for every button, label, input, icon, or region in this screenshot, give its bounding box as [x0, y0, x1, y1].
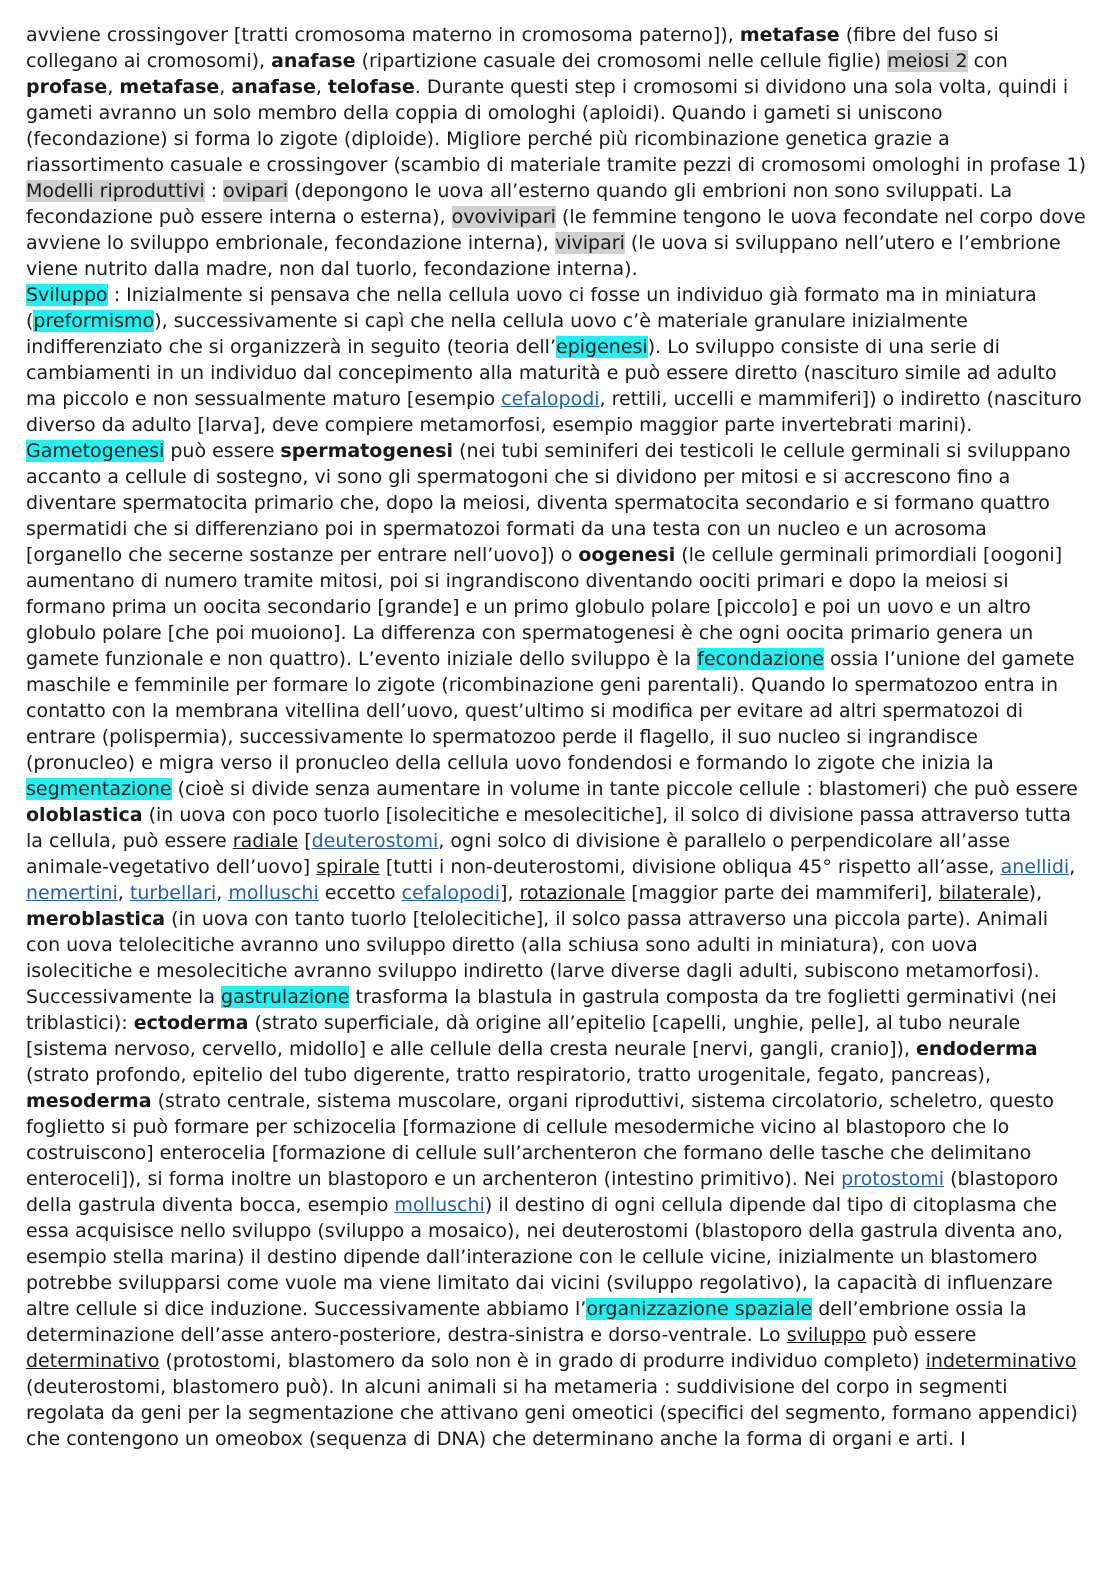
- term-link[interactable]: nemertini: [26, 882, 118, 904]
- text-run: (blastoporo della gastrula diventa bocca, esempio: [26, 1168, 1059, 1216]
- text-run: (protostomi, blastomero da solo non è in grado di produrre individuo completo): [159, 1350, 926, 1372]
- text-run: , rettili, uccelli e mammiferi]) o indiretto (nascituro diverso da adulto [larva], deve compiere metamorfosi, esempio maggior parte invertebrati marini).: [26, 388, 1082, 436]
- text-run: (in uova con tanto tuorlo [telolecitiche], il solco passa attraverso una piccola parte). Animali con uova telolecitiche avranno uno sviluppo diretto (alla schiusa sono adulti in miniatura), con uova isolecitiche e mesolecitiche avranno sviluppo indiretto (larve diverse dagli adulti, subiscono metamorfosi). Successivamente la: [26, 908, 1049, 1008]
- cyan-highlight: fecondazione: [697, 648, 824, 670]
- text-run: ossia l’unione del gamete maschile e femminile per formare lo zigote (ricombinazione geni parentali). Quando lo spermatozoo entra in contatto con la membrana vitellina dell’uovo, quest’ultimo si modifica per evitare ad altri spermatozoi di entrare (polispermia), successivamente lo spermatozoo perde il flagello, il suo nucleo si ingrandisce (pronucleo) e migra verso il pronucleo della cellula uovo fondendosi e formando lo zigote che inizia la: [26, 648, 1075, 774]
- paragraph-meiosi: [26, 22, 1088, 178]
- text-run: ),: [1028, 882, 1043, 904]
- underlined-term: indeterminativo: [925, 1350, 1077, 1372]
- cyan-highlight: Sviluppo: [26, 284, 108, 306]
- text-run: dell’embrione ossia la determinazione dell’asse antero-posteriore, destra-sinistra e dorso-ventrale. Lo: [26, 1298, 1027, 1346]
- cyan-highlight: organizzazione spaziale: [586, 1298, 813, 1320]
- cyan-highlight: preformismo: [33, 310, 155, 332]
- underlined-term: sviluppo: [786, 1324, 867, 1346]
- text-run: ],: [500, 882, 520, 904]
- text-run: (ripartizione casuale dei cromosomi nelle cellule figlie): [355, 50, 888, 72]
- text-run: ) il destino di ogni cellula dipende dal tipo di citoplasma che essa acquisisce nello sviluppo (sviluppo a mosaico), nei deuterostomi (blastoporo della gastrula diventa ano, esempio stella marina) il destino dipende dall’interazione con le cellule vicine, inizialmente un blastomero potrebbe svilupparsi come vuole ma viene limitato dai vicini (sviluppo regolativo), la capacità di influenzare altre cellule si dice induzione. Successivamente abbiamo l’: [26, 1194, 1064, 1320]
- text-run: ,: [117, 882, 130, 904]
- underlined-term: bilaterale: [938, 882, 1029, 904]
- bold-term: oloblastica: [26, 804, 143, 826]
- term-link[interactable]: deuterostomi: [311, 830, 439, 852]
- text-run: ,: [1069, 856, 1076, 878]
- bold-term: endoderma: [916, 1038, 1038, 1060]
- text-run: (in uova con poco tuorlo [isolecitiche e mesolecitiche], il solco di divisione passa attraverso tutta la cellula, può essere: [26, 804, 1072, 852]
- term-link[interactable]: anellidi: [1000, 856, 1070, 878]
- text-run: eccetto: [318, 882, 402, 904]
- gray-highlight: ovipari: [223, 180, 289, 202]
- text-run: [tutti i non-deuterostomi, divisione obliqua 45° rispetto all’asse,: [379, 856, 1001, 878]
- gray-highlight: vivipari: [555, 232, 625, 254]
- bold-term: spermatogenesi: [280, 440, 454, 462]
- underlined-term: radiale: [232, 830, 299, 852]
- gray-highlight: Modelli riproduttivi: [26, 180, 205, 202]
- gray-highlight: meiosi 2: [887, 50, 968, 72]
- cyan-highlight: segmentazione: [26, 778, 172, 800]
- text-run: , ogni solco di divisione è parallelo o perpendicolare all’asse animale-vegetativo dell’uovo]: [26, 830, 1011, 878]
- text-run: avviene crossingover [tratti cromosoma materno in cromosoma paterno]),: [26, 24, 740, 46]
- bold-term: metafase: [739, 24, 840, 46]
- text-run: (depongono le uova all’esterno quando gli embrioni non sono sviluppati. La fecondazione può essere interna o esterna),: [26, 180, 1013, 228]
- text-run: (cioè si divide senza aumentare in volume in tante piccole cellule : blastomeri) che può essere: [171, 778, 1078, 800]
- text-run: [: [298, 830, 312, 852]
- text-run: trasforma la blastula in gastrula composta da tre foglietti germinativi (nei triblastici):: [26, 986, 1057, 1034]
- document-page: [26, 22, 1088, 1452]
- term-link[interactable]: turbellari: [129, 882, 217, 904]
- paragraph-sviluppo: [26, 282, 1088, 1452]
- term-link[interactable]: molluschi: [394, 1194, 485, 1216]
- term-link[interactable]: cefalopodi: [501, 388, 600, 410]
- underlined-term: rotazionale: [519, 882, 626, 904]
- underlined-term: determinativo: [26, 1350, 160, 1372]
- text-run: ,: [315, 76, 328, 98]
- bold-term: profase: [26, 76, 108, 98]
- text-run: (le uova si sviluppano nell’utero e l’embrione viene nutrito dalla madre, non dal tuorlo, fecondazione interna).: [26, 232, 1061, 280]
- bold-term: meroblastica: [26, 908, 166, 930]
- bold-term: telofase: [327, 76, 415, 98]
- cyan-highlight: Gametogenesi: [26, 440, 165, 462]
- bold-term: ectoderma: [133, 1012, 249, 1034]
- bold-term: anafase: [271, 50, 356, 72]
- text-run: (strato centrale, sistema muscolare, organi riproduttivi, sistema circolatorio, scheletro, questo foglietto si può formare per schizocelia [formazione di cellule mesodermiche vicino al blastoporo che lo costruiscono] enterocelia [formazione di cellule sull’archenteron che formano delle tasche che delimitano enteroceli]), si forma inoltre un blastoporo e un archenteron (intestino primitivo). Nei: [26, 1090, 1055, 1190]
- text-run: ). Lo sviluppo consiste di una serie di cambiamenti in un individuo dal concepimento alla maturità e può essere diretto (nascituro simile ad adulto ma piccolo e non sessualmente maturo [esempio: [26, 336, 1057, 410]
- text-run: (nei tubi seminiferi dei testicoli le cellule germinali si sviluppano accanto a cellule di sostegno, vi sono gli spermatogoni che si dividono per mitosi e si accrescono fino a diventare spermatocita primario che, dopo la meiosi, diventa spermatocita secondario e si formano quattro spermatidi che si differenziano poi in spermatozoi formati da una testa con un nucleo e un acrosoma [organello che secerne sostanze per entrare nell’uovo]) o: [26, 440, 1071, 566]
- term-link[interactable]: protostomi: [841, 1168, 945, 1190]
- bold-term: oogenesi: [578, 544, 676, 566]
- text-run: (le cellule germinali primordiali [oogoni] aumentano di numero tramite mitosi, poi si ingrandiscono diventando oociti primari e dopo la meiosi si formano prima un oocita secondario [grande] e un primo globulo polare [piccolo] e poi un uovo e un altro globulo polare [che poi muoiono]. La differenza con spermatogenesi è che ogni oocita primario genera un gamete funzionale e non quattro). L’evento iniziale dello sviluppo è la: [26, 544, 1063, 670]
- cyan-highlight: gastrulazione: [221, 986, 350, 1008]
- text-run: (strato superficiale, dà origine all’epitelio [capelli, unghie, pelle], al tubo neurale [sistema nervoso, cervello, midollo] e alle cellule della cresta neurale [nervi, gangli, cranio]),: [26, 1012, 1021, 1060]
- term-link[interactable]: cefalopodi: [401, 882, 501, 904]
- text-run: (strato profondo, epitelio del tubo digerente, tratto respiratorio, tratto urogenitale, fegato, pancreas),: [26, 1064, 991, 1086]
- text-run: ,: [219, 76, 232, 98]
- bold-term: mesoderma: [26, 1090, 152, 1112]
- text-run: (deuterostomi, blastomero può). In alcuni animali si ha metameria : suddivisione del corpo in segmenti regolata da geni per la segmentazione che attivano geni omeotici (specifici del segmento, formano appendici) che contengono un omeobox (sequenza di DNA) che determinano anche la forma di organi e arti. I: [26, 1376, 1078, 1450]
- gray-highlight: ovovivipari: [451, 206, 556, 228]
- text-run: (le femmine tengono le uova fecondate nel corpo dove avviene lo sviluppo embrionale, fecondazione interna),: [26, 206, 1086, 254]
- text-run: [maggior parte dei mammiferi],: [625, 882, 939, 904]
- text-run: può essere: [164, 440, 281, 462]
- text-run: ), successivamente si capì che nella cellula uovo c’è materiale granulare inizialmente indifferenziato che si organizzerà in seguito (teoria dell’: [26, 310, 968, 358]
- text-run: ,: [216, 882, 229, 904]
- bold-term: metafase: [119, 76, 220, 98]
- text-run: può essere: [866, 1324, 977, 1346]
- paragraph-modelli-riproduttivi: [26, 178, 1088, 282]
- term-link[interactable]: molluschi: [228, 882, 319, 904]
- text-run: : Inizialmente si pensava che nella cellula uovo ci fosse un individuo già formato ma in miniatura (: [26, 284, 1037, 332]
- text-run: . Durante questi step i cromosomi si dividono una sola volta, quindi i gameti avranno un solo membro della coppia di omologhi (aploidi). Quando i gameti si uniscono (fecondazione) si forma lo zigote (diploide). Migliore perché più ricombinazione genetica grazie a riassortimento casuale e crossingover (scambio di materiale tramite pezzi di cromosomi omologhi in profase 1): [26, 76, 1087, 176]
- text-run: (fibre del fuso si collegano ai cromosomi),: [26, 24, 999, 72]
- text-run: con: [967, 50, 1008, 72]
- cyan-highlight: epigenesi: [556, 336, 648, 358]
- text-run: :: [204, 180, 224, 202]
- bold-term: anafase: [231, 76, 316, 98]
- underlined-term: spirale: [316, 856, 380, 878]
- text-run: ,: [107, 76, 120, 98]
